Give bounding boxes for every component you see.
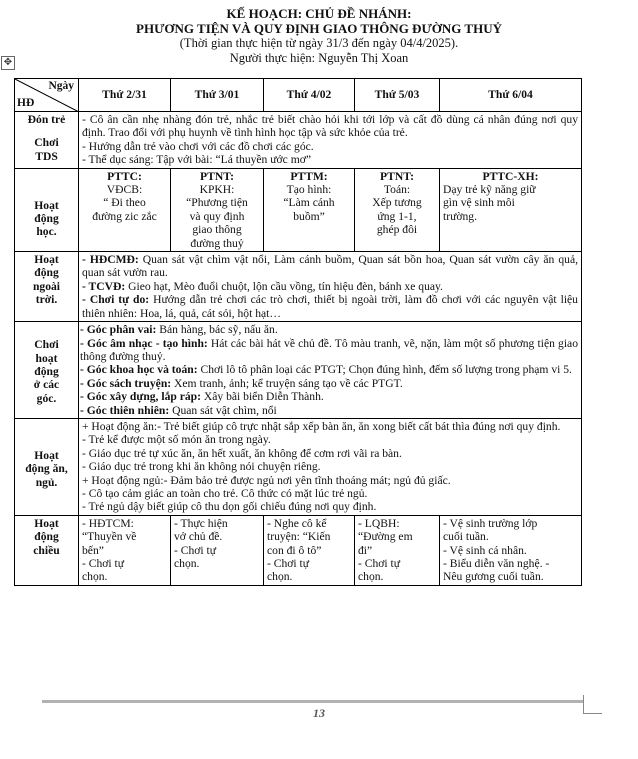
choi-tu-do-label: - Chơi tự do:: [82, 293, 150, 307]
hoc-cell-line: buồm”: [293, 209, 325, 223]
chieu-line: - Chơi tự: [358, 557, 401, 570]
row-label-line: Hoạt: [34, 516, 59, 530]
goc-xay-dung: [80, 390, 578, 403]
title-line-2: PHƯƠNG TIỆN VÀ QUY ĐỊNH GIAO THÔNG ĐƯỜNG THUỶ: [136, 21, 502, 36]
row-label-line: ngủ.: [35, 475, 58, 489]
corner-hd-label: HĐ: [17, 96, 35, 109]
hoc-cell-head: PTNT:: [380, 169, 414, 183]
chieu-line: cuối tuần.: [443, 530, 489, 544]
chieu-line: chọn.: [358, 570, 384, 584]
day-header-2: Thứ 3/01: [171, 79, 264, 112]
hoc-cell-line: Toán:: [383, 183, 411, 197]
hoc-cell-1: [79, 168, 171, 251]
row-label-don-tre: [15, 112, 79, 169]
chieu-line: - Vệ sinh trường lớp: [443, 516, 538, 530]
hoc-cell-4: [355, 168, 440, 251]
title-line-1: KẾ HOẠCH: CHỦ ĐỀ NHÁNH:: [226, 6, 412, 21]
tcvd-text: Gieo hạt, Mèo đuổi chuột, lộn cầu vồng, tín hiệu đèn, bánh xe quay.: [125, 279, 443, 293]
chieu-line: - Biểu diễn văn nghệ. -: [443, 557, 550, 570]
goc-text: Chơi lô tô phân loại các PTGT; Chọn đúng hình, đếm số lượng trong phạm vi 5.: [197, 363, 572, 377]
don-tre-content: [79, 112, 582, 169]
choi-goc-content: [79, 322, 582, 419]
person-text: Người thực hiện: Nguyễn Thị Xoan: [229, 51, 409, 65]
hoc-cell-line: đường thuỷ: [190, 236, 244, 250]
chieu-line: Nêu gương cuối tuần.: [443, 570, 544, 584]
chieu-line: vở chủ đề.: [174, 530, 223, 544]
row-label-line: Hoạt: [34, 448, 59, 462]
row-label-line: Hoạt: [34, 198, 59, 212]
hoc-cell-line: Xếp tương: [372, 196, 422, 210]
chieu-line: “Thuyền về: [82, 530, 137, 544]
chieu-line: - LQBH:: [358, 516, 400, 530]
row-label-line: Chơi: [34, 136, 59, 150]
day-header-1: Thứ 2/31: [79, 79, 171, 112]
plan-table: [14, 78, 582, 586]
goc-text: Xem tranh, ảnh; kể truyện sáng tạo về các PTGT.: [171, 376, 403, 390]
an-ngu-line: + Hoạt động ngủ:- Đảm bảo trẻ được ngủ nơi yên tĩnh thoáng mát; ngủ đủ giấc.: [82, 473, 451, 487]
an-ngu-line: - Giáo dục trẻ tự xúc ăn, ăn hết xuất, ăn không để cơm rơi vãi ra bàn.: [82, 446, 402, 460]
chieu-line: chọn.: [267, 570, 293, 584]
row-label-line: Đón trẻ: [27, 113, 66, 126]
row-label-line: hoạt: [35, 351, 58, 365]
hoc-cell-5: [440, 168, 582, 251]
ngoai-troi-hdcmd: [82, 253, 578, 280]
goc-text: Bán hàng, bác sỹ, nấu ăn.: [156, 323, 278, 337]
chieu-line: chọn.: [174, 557, 200, 570]
row-choi-goc: [15, 322, 582, 419]
table-move-handle-icon[interactable]: ✥: [1, 56, 15, 70]
hoc-cell-line: trường.: [443, 209, 477, 223]
row-label-line: động: [34, 530, 59, 544]
goc-phan-vai: [80, 323, 578, 336]
hoc-cell-line: “Làm cánh: [283, 196, 335, 210]
hoc-cell-line: KPKH:: [199, 183, 235, 197]
goc-am-nhac: [80, 337, 578, 364]
day-header-5: Thứ 6/04: [440, 79, 582, 112]
chieu-line: - Nghe cô kể: [267, 516, 327, 530]
hoc-cell-head: PTTM:: [290, 169, 328, 183]
goc-label: - Góc âm nhạc - tạo hình:: [80, 336, 208, 350]
goc-thien-nhien: [80, 404, 578, 417]
day-header-4: Thứ 5/03: [355, 79, 440, 112]
goc-text: Hát các bài hát về chủ đề. Tô màu tranh, vẽ, nặn, làm một số phương tiện giao thông đường thuỷ.: [80, 336, 578, 363]
hoc-cell-line: VĐCB:: [106, 183, 143, 197]
hoc-cell-2: [171, 168, 264, 251]
hoc-cell-line: giao thông: [192, 223, 242, 237]
hoc-cell-head: PTTC:: [107, 169, 142, 183]
chieu-cell-3: [264, 515, 355, 585]
corner-cell: [15, 79, 79, 112]
don-tre-line: - Hướng dẫn trẻ vào chơi với các đồ chơi các góc.: [82, 139, 314, 153]
an-ngu-line: - Trẻ kể được một số món ăn trong ngày.: [82, 433, 271, 447]
chieu-line: - Thực hiện: [174, 516, 228, 530]
row-label-line: ngoài: [32, 279, 61, 293]
page-number: 13: [313, 706, 325, 720]
chieu-line: - Vệ sinh cá nhân.: [443, 543, 527, 557]
an-ngu-line: + Hoạt động ăn:- Trẻ biết giúp cô trực nhật sắp xếp bàn ăn, ăn xong biết cất bát thìa đúng nơi quy định.: [82, 419, 561, 433]
row-hoat-dong-hoc: [15, 168, 582, 251]
chieu-line: bến”: [82, 543, 104, 557]
choi-tu-do-text: Hướng dẫn trẻ chơi các trò chơi, thiết bị ngoài trời, làm đồ chơi với các nguyên vật liệu thiên nhiên: Hoa, lá, quả, cát sỏi, hột hạt…: [82, 293, 578, 320]
chieu-line: “Đường em: [358, 530, 413, 544]
row-chieu: [15, 515, 582, 585]
period-text: (Thời gian thực hiện từ ngày 31/3 đến ngày 04/4/2025).: [179, 36, 459, 50]
hoc-cell-line: ghép đôi: [376, 223, 418, 237]
hoc-cell-head: PTTC-XH:: [482, 169, 539, 183]
chieu-cell-5: [440, 515, 582, 585]
an-ngu-line: - Cô tạo cảm giác an toàn cho trẻ. Cô thức có mặt lúc trẻ ngủ.: [82, 486, 368, 500]
hoc-cell-line: “ Đi theo: [103, 196, 146, 210]
ngoai-troi-choi-tu-do: [82, 293, 578, 320]
hdcmd-label: - HĐCMĐ:: [82, 253, 139, 267]
row-ngoai-troi: [15, 252, 582, 322]
row-label-line: TDS: [35, 149, 58, 163]
tcvd-label: - TCVĐ:: [82, 279, 126, 293]
chieu-cell-4: [355, 515, 440, 585]
row-label-line: động ăn,: [25, 462, 68, 476]
chieu-line: truyện: “Kiến: [267, 530, 331, 544]
chieu-line: con đi ô tô”: [267, 543, 322, 557]
chieu-line: - Chơi tự: [174, 543, 217, 557]
hoc-cell-line: Dạy trẻ kỹ năng giữ: [443, 183, 536, 197]
hoc-cell-line: gìn vệ sinh môi: [443, 196, 515, 210]
chieu-line: - Chơi tự: [267, 557, 310, 570]
row-label-line: chiều: [33, 543, 60, 557]
row-label-line: động: [34, 266, 59, 280]
row-label-choi-goc: [15, 322, 79, 419]
document-header: [0, 6, 638, 66]
don-tre-line: - Thể dục sáng: Tập với bài: “Lá thuyền ước mơ”: [82, 153, 312, 167]
row-label-line: Chơi: [34, 338, 59, 352]
row-label-line: trời.: [35, 293, 58, 307]
footer-divider: [42, 700, 583, 703]
corner-day-label: Ngày: [48, 80, 74, 92]
goc-text: Xây bãi biển Diễn Thành.: [200, 390, 324, 404]
an-ngu-line: - Trẻ ngủ dậy biết giúp cô thu dọn gối chiếu đúng nơi quy định.: [82, 500, 377, 514]
row-label-ngoai-troi: [15, 252, 79, 322]
goc-sach: [80, 377, 578, 390]
chieu-line: chọn.: [82, 570, 108, 584]
an-ngu-line: - Giáo dục trẻ trong khi ăn không nói chuyện riêng.: [82, 460, 321, 474]
row-label-line: ở các: [33, 378, 60, 392]
chieu-line: - Chơi tự: [82, 557, 125, 570]
row-label-hoat-dong-hoc: [15, 168, 79, 251]
ngoai-troi-content: [79, 252, 582, 322]
row-label-line: động: [34, 212, 59, 226]
goc-text: Quan sát vật chìm, nổi: [169, 403, 277, 417]
goc-label: - Góc xây dựng, lắp ráp:: [80, 390, 201, 404]
page-corner-mark: [583, 695, 602, 714]
don-tre-line: - Cô ân cần nhẹ nhàng đón trẻ, nhắc trẻ biết chào hỏi khi tới lớp và cất đồ dùng cá nhân đúng nơi quy định. Trao đổi với phụ huynh về tình hình học tập và sức khỏe của trẻ.: [82, 113, 578, 140]
hoc-cell-3: [264, 168, 355, 251]
ngoai-troi-tcvd: [82, 280, 578, 293]
table-header-row: [15, 79, 582, 112]
hoc-cell-line: “Phương tiện: [186, 196, 248, 210]
hoc-cell-line: Tạo hình:: [286, 183, 332, 197]
row-an-ngu: [15, 418, 582, 515]
goc-label: - Góc thiên nhiên:: [80, 403, 170, 417]
hoc-cell-line: đường zic zắc: [92, 209, 157, 223]
goc-label: - Góc phân vai:: [80, 323, 157, 337]
row-label-line: học.: [36, 225, 57, 239]
hoc-cell-head: PTNT:: [200, 169, 234, 183]
chieu-cell-2: [171, 515, 264, 585]
goc-khoa-hoc: [80, 363, 578, 376]
an-ngu-content: [79, 418, 582, 515]
row-label-an-ngu: [15, 418, 79, 515]
hdcmd-text: Quan sát vật chìm vật nổi, Làm cánh buồm, Quan sát bồn hoa, Quan sát vườn cây ăn quả, quan sát vườn rau.: [82, 253, 578, 280]
row-label-chieu: [15, 515, 79, 585]
row-label-line: Hoạt: [34, 253, 59, 267]
chieu-line: - HĐTCM:: [82, 516, 134, 530]
goc-label: - Góc sách truyện:: [80, 376, 172, 390]
chieu-cell-1: [79, 515, 171, 585]
chieu-line: đi”: [358, 543, 373, 557]
hoc-cell-line: và quy định: [189, 209, 245, 223]
row-don-tre: [15, 112, 582, 169]
row-label-line: góc.: [36, 391, 57, 405]
day-header-3: Thứ 4/02: [264, 79, 355, 112]
row-label-line: động: [34, 364, 59, 378]
goc-label: - Góc khoa học và toán:: [80, 363, 198, 377]
hoc-cell-line: ứng 1-1,: [377, 209, 417, 223]
